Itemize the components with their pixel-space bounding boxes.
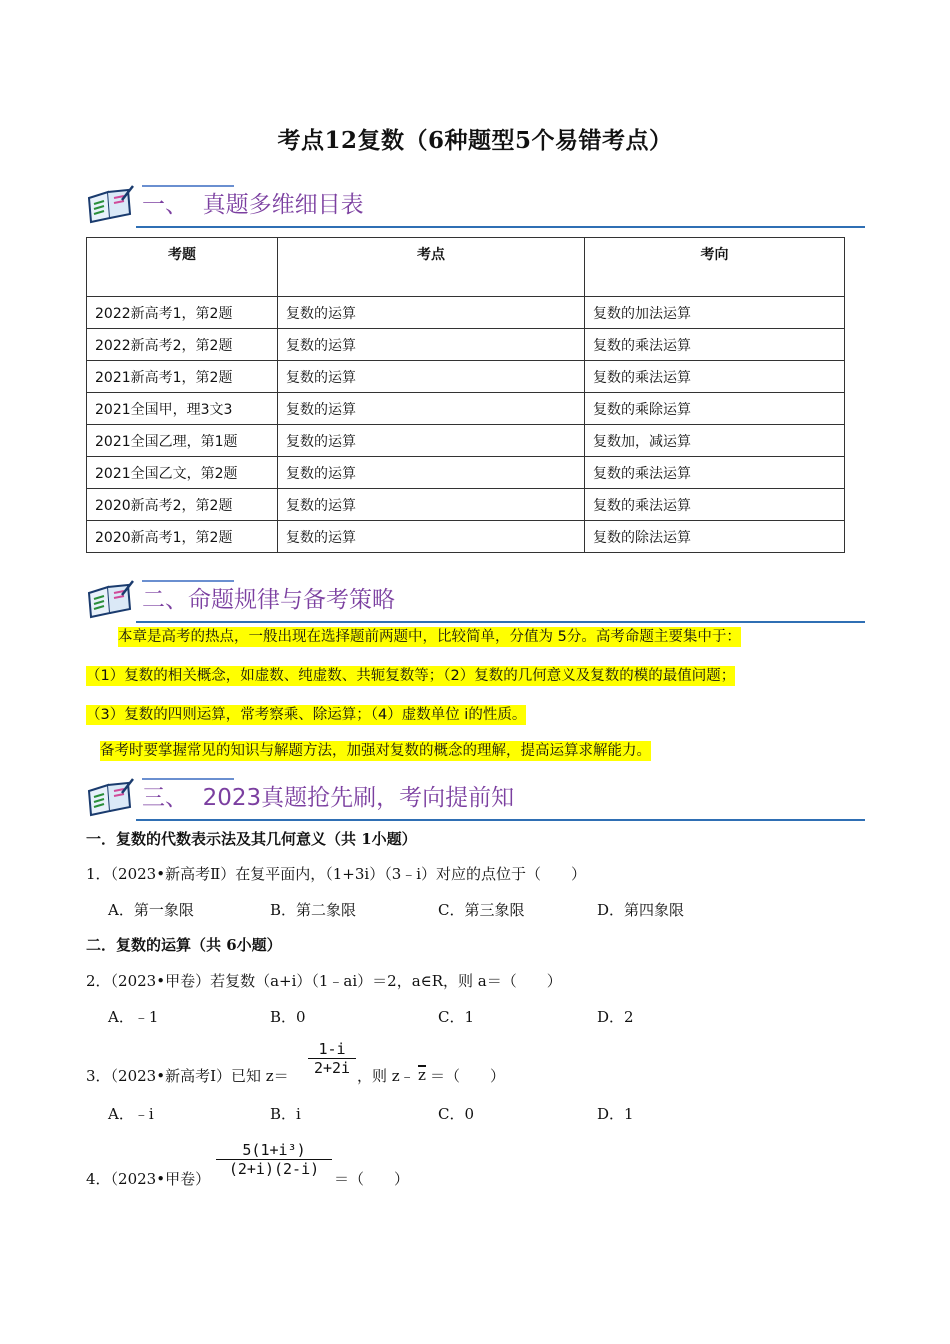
question-2-option-c: C．1 [438,1008,475,1026]
question-2-option-d: D．2 [597,1008,634,1026]
table-row [87,329,845,361]
table-row [87,521,845,553]
table-header-cell: 考点 [278,238,585,297]
section-3-underline [136,819,865,821]
question-1-stem: 1．（2023•新高考Ⅱ）在复平面内，（1+3i）（3﹣i）对应的点位于（ ） [86,865,587,883]
question-4-prefix: 4．（2023•甲卷） [86,1170,211,1188]
table-cell: 2020新高考1，第2题 [87,521,278,553]
table-row [87,489,845,521]
section-2-title: 二、命题规律与备考策略 [142,587,395,613]
question-3-zbar: z [418,1066,426,1084]
table-cell: 复数的运算 [278,297,585,329]
question-1-option-a: A．第一象限 [108,901,194,919]
table-cell: 复数的乘法运算 [585,457,845,489]
section-1-underline [136,226,865,228]
table-cell: 复数加，减运算 [585,425,845,457]
strategy-line-3: （3）复数的四则运算，常考察乘、除运算；（4）虚数单位 i的性质。 [86,707,527,723]
table-cell: 复数的加法运算 [585,297,845,329]
table-header-row [87,238,845,297]
table-cell: 2021新高考1，第2题 [87,361,278,393]
table-cell: 复数的运算 [278,425,585,457]
table-cell: 复数的运算 [278,393,585,425]
question-1-option-b: B．第二象限 [270,901,357,919]
question-3-option-c: C．0 [438,1105,475,1123]
strategy-line-2: （1）复数的相关概念，如虚数、纯虚数、共轭复数等；（2）复数的几何意义及复数的模的最值问题； [86,668,736,684]
table-cell: 复数的乘法运算 [585,489,845,521]
question-3-end: ＝（ ） [430,1067,506,1085]
question-3-option-a: A．﹣i [108,1105,154,1123]
section-3-title: 三、 2023真题抢先刷，考向提前知 [142,785,515,811]
table-cell: 复数的运算 [278,489,585,521]
table-cell: 复数的运算 [278,521,585,553]
section-2-underline [136,621,865,623]
strategy-line-4: 备考时要掌握常见的知识与解题方法，加强对复数的概念的理解，提高运算求解能力。 [100,743,651,759]
part-1-heading: 一．复数的代数表示法及其几何意义（共 1小题） [86,830,417,848]
fraction-denominator: (2+i)(2-i) [228,1160,320,1178]
table-header-cell: 考向 [585,238,845,297]
part-2-heading: 二．复数的运算（共 6小题） [86,936,282,954]
table-cell: 复数的乘除运算 [585,393,845,425]
section-1-title: 一、 真题多维细目表 [142,192,364,218]
question-1-option-d: D．第四象限 [597,901,685,919]
question-4-fraction [216,1141,332,1178]
exam-table [86,237,845,553]
book-icon [86,184,136,224]
table-row [87,393,845,425]
book-icon [86,579,136,619]
fraction-denominator: 2+2i [313,1059,351,1077]
section-3-header [86,773,865,825]
strategy-line-1: 本章是高考的热点，一般出现在选择题前两题中，比较简单，分值为 5分。高考命题主要集中于： [118,629,741,645]
question-3-prefix: 3．（2023•新高考Ⅰ）已知 z＝ [86,1067,289,1085]
page-title: 考点12复数（6种题型5个易错考点） [277,127,673,154]
table-row [87,297,845,329]
question-3-suffix: ，则 z﹣ [357,1067,415,1085]
table-cell: 2022新高考1，第2题 [87,297,278,329]
table-header-cell: 考题 [87,238,278,297]
section-2-header [86,575,865,627]
table-row [87,425,845,457]
fraction-numerator: 5(1+i³) [216,1141,332,1160]
question-2-option-a: A．﹣1 [108,1008,159,1026]
question-2-option-b: B．0 [270,1008,306,1026]
table-row [87,361,845,393]
table-cell: 2021全国甲，理3文3 [87,393,278,425]
question-3-fraction [308,1040,356,1077]
table-row [87,457,845,489]
table-cell: 2020新高考2，第2题 [87,489,278,521]
table-cell: 复数的运算 [278,361,585,393]
fraction-numerator: 1-i [308,1040,356,1059]
table-cell: 复数的乘法运算 [585,361,845,393]
book-icon [86,777,136,817]
table-cell: 复数的运算 [278,457,585,489]
table-cell: 复数的乘法运算 [585,329,845,361]
table-cell: 复数的除法运算 [585,521,845,553]
question-3-option-d: D．1 [597,1105,634,1123]
table-cell: 2022新高考2，第2题 [87,329,278,361]
question-2-stem: 2．（2023•甲卷）若复数（a+i）（1﹣ai）＝2，a∈R，则 a＝（ ） [86,972,562,990]
section-1-header [86,180,865,232]
question-3-option-b: B．i [270,1105,301,1123]
table-cell: 2021全国乙文，第2题 [87,457,278,489]
question-1-option-c: C．第三象限 [438,901,525,919]
table-cell: 复数的运算 [278,329,585,361]
question-4-end: ＝（ ） [334,1170,410,1188]
table-cell: 2021全国乙理，第1题 [87,425,278,457]
